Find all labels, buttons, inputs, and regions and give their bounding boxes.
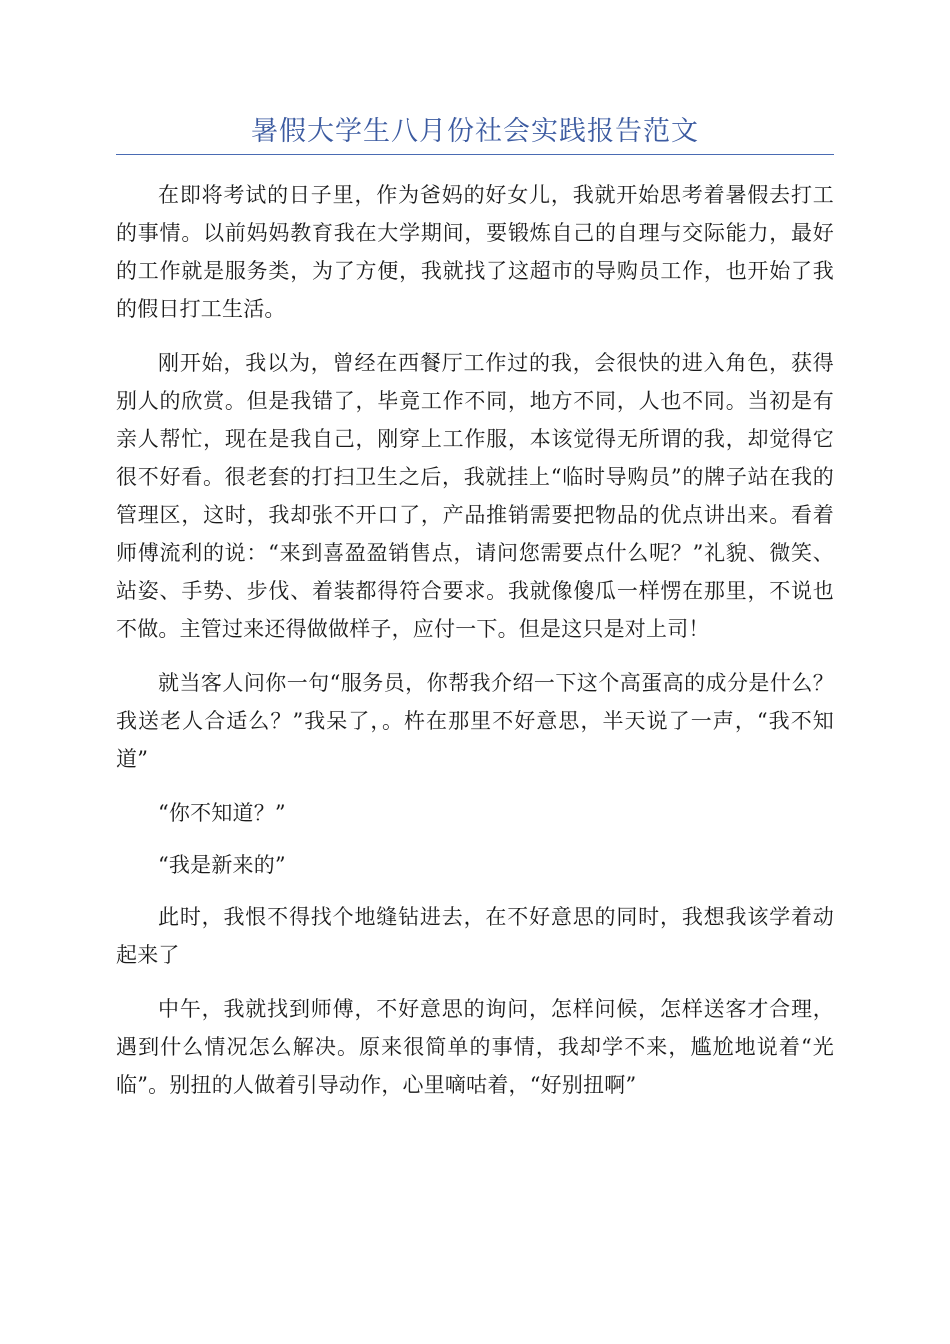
paragraph-4: “你不知道？” <box>158 801 286 825</box>
paragraph-6: 此时，我恨不得找个地缝钻进去，在不好意思的同时，我想我该学着动起来了 <box>116 905 834 967</box>
title-underline <box>116 154 834 155</box>
paragraph-5: “我是新来的” <box>158 853 286 877</box>
paragraph-2: 刚开始，我以为，曾经在西餐厅工作过的我，会很快的进入角色，获得别人的欣赏。但是我错了，毕竟工作不同，地方不同，人也不同。当初是有亲人帮忙，现在是我自己，刚穿上工作服，本该觉得无所谓的我，却觉得它很不好看。很老套的打扫卫生之后，我就挂上“临时导购员”的牌子站在我的管理区，这时，我却张不开口了，产品推销需要把物品的优点讲出来。看着师傅流利的说：“来到喜盈盈销售点，请问您需要点什么呢？”礼貌、微笑、站姿、手势、步伐、着装都得符合要求。我就像傻瓜一样愣在那里，不说也不做。主管过来还得做做样子，应付一下。但是这只是对上司！ <box>116 351 834 641</box>
paragraph-1: 在即将考试的日子里，作为爸妈的好女儿，我就开始思考着暑假去打工的事情。以前妈妈教育我在大学期间，要锻炼自己的自理与交际能力，最好的工作就是服务类，为了方便，我就找了这超市的导购员工作，也开始了我的假日打工生活。 <box>116 183 834 321</box>
document-title: 暑假大学生八月份社会实践报告范文 <box>251 116 699 147</box>
paragraph-7: 中午，我就找到师傅，不好意思的询问，怎样问候，怎样送客才合理，遇到什么情况怎么解决。原来很简单的事情，我却学不来，尴尬地说着“光临”。别扭的人做着引导动作，心里嘀咕着，“好别扭啊” <box>116 997 834 1097</box>
paragraph-3: 就当客人问你一句“服务员，你帮我介绍一下这个高蛋高的成分是什么？我送老人合适么？”我呆了，。杵在那里不好意思，半天说了一声，“我不知道” <box>116 671 834 771</box>
document-body <box>116 176 834 1120</box>
